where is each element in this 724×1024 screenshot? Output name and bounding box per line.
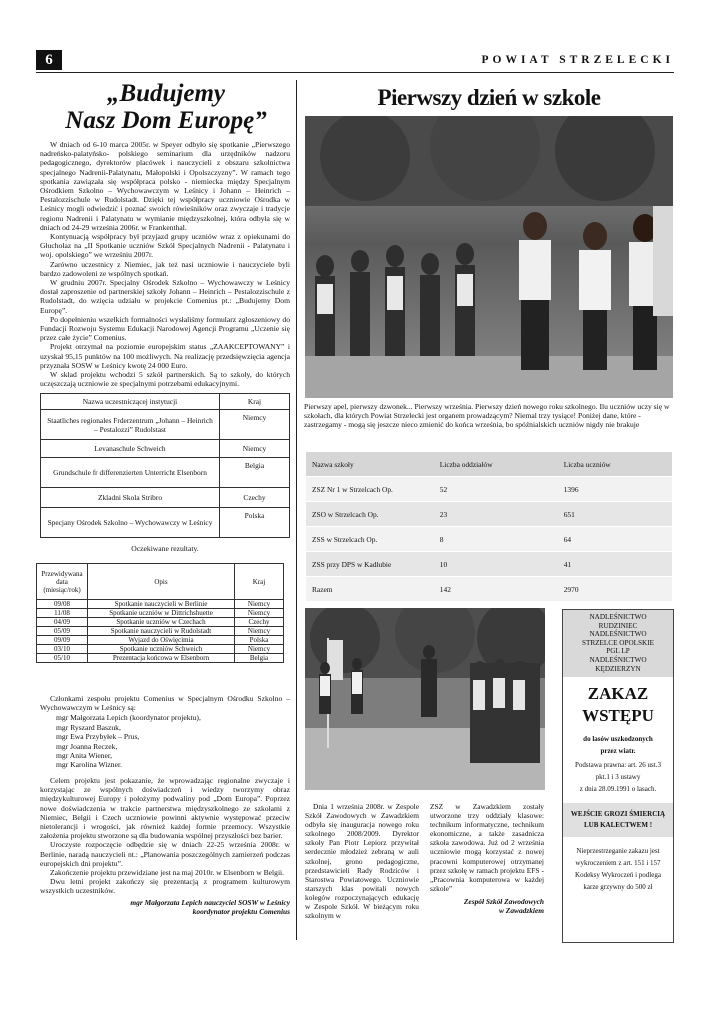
table-cell: Niemcy xyxy=(235,600,284,609)
bottom-article-col2-wrap xyxy=(430,802,544,915)
paragraph: W dniach od 6-10 marca 2005r. w Speyer odbyło się spotkanie „Pierwszego nadreńsko-palatyńsko- polskiego seminarium dla urzędników nadzoru pedagogicznego, dyrektorów placówek i nauczycieli z obszaru szkolnictwa specjalnego Nadrenii-Palatynatu, Małopolski i Opolszczyzny”. W ramach tego spotkania zawiązała się współpraca polsko - niemiecka między Specjalnym Ośrodkiem Szkolno – Wychowawczym w Leśnicy i Johann – Heinrich – Pestalozzischule w Rudolstadt. Dzięki tej współpracy uczniowie Ośrodka w Leśnicy mogli odwiedzić i poznać swoich rówieśników oraz zwyczaje i tradycje regionu Nadrenii i Palatynatu w wymianie międzyszkolnej, która odbyła się w dniach od 24-29 września 2006r. w Frankenthal. xyxy=(40,140,290,232)
crowd-photo-illustration xyxy=(305,116,673,398)
table-cell: 64 xyxy=(563,534,572,544)
notice-penalty: Nieprzestrzeganie zakazu jest wykroczeniem z art. 151 i 157 Kodeksy Wykroczeń i podlega karze grzywny do 500 zł xyxy=(575,847,661,892)
team-member: mgr Karolina Wizner. xyxy=(56,760,122,770)
ceremony-photo xyxy=(305,608,545,790)
notice-title-line1: ZAKAZ xyxy=(587,684,649,704)
table-header: Opis xyxy=(88,564,235,600)
notice-header-line: NADLEŚNICTWO xyxy=(589,630,647,639)
paragraph: Zakończenie projektu przewidziane jest na maj 2010r. w Elsenborn w Belgii. xyxy=(50,868,285,878)
table-cell: 52 xyxy=(439,484,448,494)
table-row xyxy=(41,508,290,538)
right-article-title: Pierwszy dzień w szkole xyxy=(377,85,601,110)
table-cell: 04/09 xyxy=(37,618,88,627)
left-article-title xyxy=(40,80,292,134)
notice-header-line: PGL LP xyxy=(606,647,630,656)
signature-author: mgr Małgorzata Lepich nauczyciel SOSW w Leśnicy xyxy=(130,897,290,907)
table-header: Kraj xyxy=(235,564,284,600)
notice-warning xyxy=(563,803,673,837)
table-cell: Niemcy xyxy=(235,609,284,618)
column-separator xyxy=(296,80,297,940)
notice-header-line: STRZELCE OPOLSKIE xyxy=(581,638,655,647)
photo-caption: Pierwszy apel, pierwszy dzwonek... Pierwszy września. Pierwszy dzień nowego roku szkolnego. Ilu uczniów uczy się w szkołach, dla których Powiat Strzelecki jest organem prowadzącym? Niemal trzy tysiące! Poniżej dane, które - zastrzegamy - mogą się jeszcze nieco zmienić do końca września, bo spóźnialskich uczniów nigdy nie brakuje xyxy=(304,402,670,430)
notice-subtitle-line1: do lasów uszkodzonych xyxy=(583,735,653,744)
table-row xyxy=(37,618,284,627)
table-row xyxy=(306,527,672,552)
table-cell: Specjany Ośrodek Szkolno – Wychowawczy w Leśnicy xyxy=(41,508,220,538)
forest-notice-box xyxy=(562,609,674,943)
team-list xyxy=(40,713,290,769)
table-row xyxy=(306,502,672,527)
team-section xyxy=(40,694,290,770)
paragraph: Celem projektu jest pokazanie, że wprowadzając regionalne zwyczaje i korzystając ze wspólnych doświadczeń i wiedzy tworzymy obraz międzykulturowej Europy i położymy podwaliny pod „Dom Europa”. Poprzez nowe doświadczenia w trakcie partnerstwa międzyszkolnego ze szkołami z Niemiec, Belgii i Czech uczniowie powinni aktywnie występować przeciw nietolerancji i wrogości, jak również każdej formie przemocy. Wszystkie założenia projektu stworzone są dla budowania wspólnej przyszłości bez barier. xyxy=(40,776,290,841)
ceremony-photo-illustration xyxy=(305,608,545,790)
table-header: Nazwa uczestniczącej instytucji xyxy=(41,394,220,410)
masthead: POWIAT STRZELECKI xyxy=(481,54,674,66)
bottom-article-col1: Dnia 1 września 2008r. w Zespole Szkół Zawodowych w Zawadzkiem odbyła się inauguracja nowego roku szkolnego 2008/2009. Dyrektor szkoły Pan Piotr Lepiorz przywitał serdecznie młodzież zebraną w auli szkolnej, grono pedagogiczne, przedstawicieli Rady Rodziców i Starostwa Powiatowego. Uczniowie starszych klas powitali nowych kolegów rozpoczynających edukację w Zespole Szkół. W bieżącym roku szkolnym w xyxy=(305,802,419,921)
paragraph: W grudniu 2007r. Specjalny Ośrodek Szkolno – Wychowawczy w Leśnicy dostał zaproszenie od partnerskiej szkoły Johann – Heinrich – Pestalozzischule z Rudolstadt, do wzięcia udziału w projekcie Comenius pt.: „Budujemy Dom Europę”. xyxy=(40,278,290,315)
paragraph: Po dopełnieniu wszelkich formalności wysłaliśmy formularz zgłoszeniowy do Fundacji Rozwoju Systemu Edukacji Narodowej Agencji Programu „Uczenie się przez całe życie” Comenius. xyxy=(40,314,290,343)
table-cell: Czechy xyxy=(235,618,284,627)
notice-legal-line1: Podstawa prawna: art. 26 ust.3 xyxy=(575,761,661,770)
table-header-row xyxy=(37,564,284,600)
closing-section xyxy=(40,776,290,916)
left-title-line1: „Budujemy xyxy=(106,80,226,107)
table-cell: 2970 xyxy=(563,584,579,594)
table-cell: 41 xyxy=(563,559,572,569)
notice-header xyxy=(563,610,673,677)
header-rule xyxy=(36,72,674,73)
table-cell: Grundschule fr differenzierten Unterricht Elsenborn xyxy=(41,458,220,488)
table-row xyxy=(41,488,290,508)
table-row xyxy=(37,609,284,618)
bottom-article-col2: ZSZ w Zawadzkiem zostały utworzone trzy oddziały klasowe: technikum informatyczne, technikum ekonomiczne, a także zasadnicza szkoła zawodowa. Już od 2 września uczniowie mogą korzystać z nowej pracowni komputerowej otrzymanej przez szkołę w ramach projektu EFS - „Pracownia komputerowa w każdej szkole” xyxy=(430,802,544,893)
page-number: 6 xyxy=(36,50,62,70)
table-row xyxy=(41,440,290,458)
team-member: mgr Joanna Reczek, xyxy=(56,741,118,751)
notice-legal-line2: pkt.1 i 3 ustawy xyxy=(595,773,641,782)
table-header: Nazwa szkoły xyxy=(312,459,354,469)
table-cell: Wyjazd do Oświęcimia xyxy=(88,636,235,645)
table-cell: Staatliches regionales Frderzentrum „Johann – Heinrich – Pestalozzi” Rudolstast xyxy=(41,410,220,440)
table-cell: Zkladni Skola Stribro xyxy=(41,488,220,508)
table-row xyxy=(37,645,284,654)
results-title: Oczekiwane rezultaty. xyxy=(131,544,199,553)
table-row xyxy=(37,636,284,645)
table-cell: 05/10 xyxy=(37,654,88,663)
notice-header-line: NADLEŚNICTWO xyxy=(589,613,647,621)
table-row xyxy=(306,552,672,577)
signature-role: koordynator projektu Comenius xyxy=(192,906,290,916)
table-cell: 10 xyxy=(439,559,448,569)
table-cell: 1396 xyxy=(563,484,579,494)
notice-header-line: RUDZINIEC xyxy=(598,621,638,630)
table-cell: Belgia xyxy=(220,458,290,488)
table-cell: Niemcy xyxy=(235,627,284,636)
notice-header-line: KĘDZIERZYN xyxy=(595,664,641,673)
table-row-total xyxy=(306,577,672,602)
notice-header-line: NADLEŚNICTWO xyxy=(589,655,647,664)
partners-table xyxy=(40,393,290,538)
table-row xyxy=(37,654,284,663)
table-cell: Spotkanie uczniów w Czechach xyxy=(88,618,235,627)
table-cell: Niemcy xyxy=(220,440,290,458)
table-cell: 8 xyxy=(439,534,444,544)
first-day-photo xyxy=(305,116,673,398)
table-row xyxy=(37,627,284,636)
table-cell: Spotkanie uczniów Schweich xyxy=(88,645,235,654)
left-article-body xyxy=(40,140,290,388)
notice-legal-line3: z dnia 28.09.1991 o lasach. xyxy=(579,785,657,794)
table-cell: Spotkanie uczniów w Dittrichshuette xyxy=(88,609,235,618)
table-cell: 142 xyxy=(439,584,451,594)
table-cell: Niemcy xyxy=(220,410,290,440)
table-cell: Polska xyxy=(235,636,284,645)
table-header: Liczba uczniów xyxy=(563,459,611,469)
team-member: mgr Ryszard Baszuk, xyxy=(56,722,121,732)
table-cell: Razem xyxy=(312,584,333,594)
table-cell: Prezentacja końcowa w Elsenborn xyxy=(88,654,235,663)
notice-title-line2: WSTĘPU xyxy=(582,706,654,726)
table-cell: ZSS w Strzelcach Op. xyxy=(312,534,378,544)
paragraph: Uroczyste rozpoczęcie odbędzie się w dniach 22-25 września 2008r. w Berlinie, naradą nauczycieli nt.: „Planowania poszczególnych zamierzeń podczas europejskich dni projektu”. xyxy=(40,840,290,868)
table-cell: 09/08 xyxy=(37,600,88,609)
table-cell: 11/08 xyxy=(37,609,88,618)
table-row xyxy=(41,458,290,488)
notice-subtitle-line2: przez wiatr. xyxy=(600,747,636,756)
team-member: mgr Anita Wiener, xyxy=(56,751,112,761)
table-cell: ZSZ Nr 1 w Strzelcach Op. xyxy=(312,484,393,494)
team-intro: Członkami zespołu projektu Comenius w Specjalnym Ośrodku Szkolno – Wychowawczym w Leśnicy są: xyxy=(40,694,290,713)
table-cell: Polska xyxy=(220,508,290,538)
table-row xyxy=(41,410,290,440)
left-title-line2: Nasz Dom Europę” xyxy=(65,107,267,134)
table-header: Przewidywana data (miesiąc/rok) xyxy=(37,564,88,600)
bottom-signature-line2: w Zawadzkiem xyxy=(499,905,544,915)
table-cell: Spotkanie nauczycieli w Berlinie xyxy=(88,600,235,609)
table-header-row xyxy=(41,394,290,410)
team-member: mgr Ewa Przybyłek – Prus, xyxy=(56,732,140,742)
schools-stats-table xyxy=(306,452,672,602)
table-cell: ZSO w Strzelcach Op. xyxy=(312,509,379,519)
table-cell: 03/10 xyxy=(37,645,88,654)
table-cell: 05/09 xyxy=(37,627,88,636)
table-row xyxy=(306,477,672,502)
paragraph: Projekt otrzymał na poziomie europejskim status „ZAAKCEPTOWANY” i uzyskał 95,15 punktów na 100 możliwych. Na realizację przedsięwzięcia agencja przyznała SOSW w Leśnicy kwotę 24 000 Euro. xyxy=(40,342,290,370)
paragraph: Dwu letni projekt zakończy się prezentacją z programem kulturowym wszystkich uczestników. xyxy=(40,877,290,896)
table-cell: ZSS przy DPS w Kadłubie xyxy=(312,559,392,569)
table-cell: 651 xyxy=(563,509,575,519)
paragraph: W skład projektu wchodzi 5 szkół partnerskich. Są to szkoły, do których uczęszczają uczniowie ze specjalnymi potrzebami edukacyjnymi. xyxy=(40,370,290,389)
notice-warning-line1: WEJŚCIE GROZI ŚMIERCIĄ xyxy=(570,810,666,819)
table-cell: 23 xyxy=(439,509,448,519)
results-table xyxy=(36,563,284,663)
table-cell: Spotkanie nauczycieli w Rudolstadt xyxy=(88,627,235,636)
table-row xyxy=(37,600,284,609)
table-header-row xyxy=(306,452,672,477)
table-cell: Levanaschule Schweich xyxy=(41,440,220,458)
table-header: Liczba oddziałów xyxy=(439,459,493,469)
table-cell: Czechy xyxy=(220,488,290,508)
bottom-signature-line1: Zespół Szkół Zawodowych xyxy=(463,896,544,906)
table-header: Kraj xyxy=(220,394,290,410)
notice-warning-line2: LUB KALECTWEM ! xyxy=(583,821,653,830)
paragraph: Kontynuacją współpracy był przyjazd grupy uczniów wraz z opiekunami do Głuchołaz na „II Spotkanie uczniów Szkół Specjalnych Nadrenii - Palatynatu i woj. opolskiego” we wrześniu 2007r. xyxy=(40,232,290,260)
table-cell: 09/09 xyxy=(37,636,88,645)
table-cell: Niemcy xyxy=(235,645,284,654)
table-cell: Belgia xyxy=(235,654,284,663)
team-member: mgr Małgorzata Lepich (koordynator projektu), xyxy=(56,713,201,723)
paragraph: Zarówno uczestnicy z Niemiec, jak też nasi uczniowie i nauczyciele byli bardzo zadowoleni ze wspólnych spotkań. xyxy=(40,259,290,278)
